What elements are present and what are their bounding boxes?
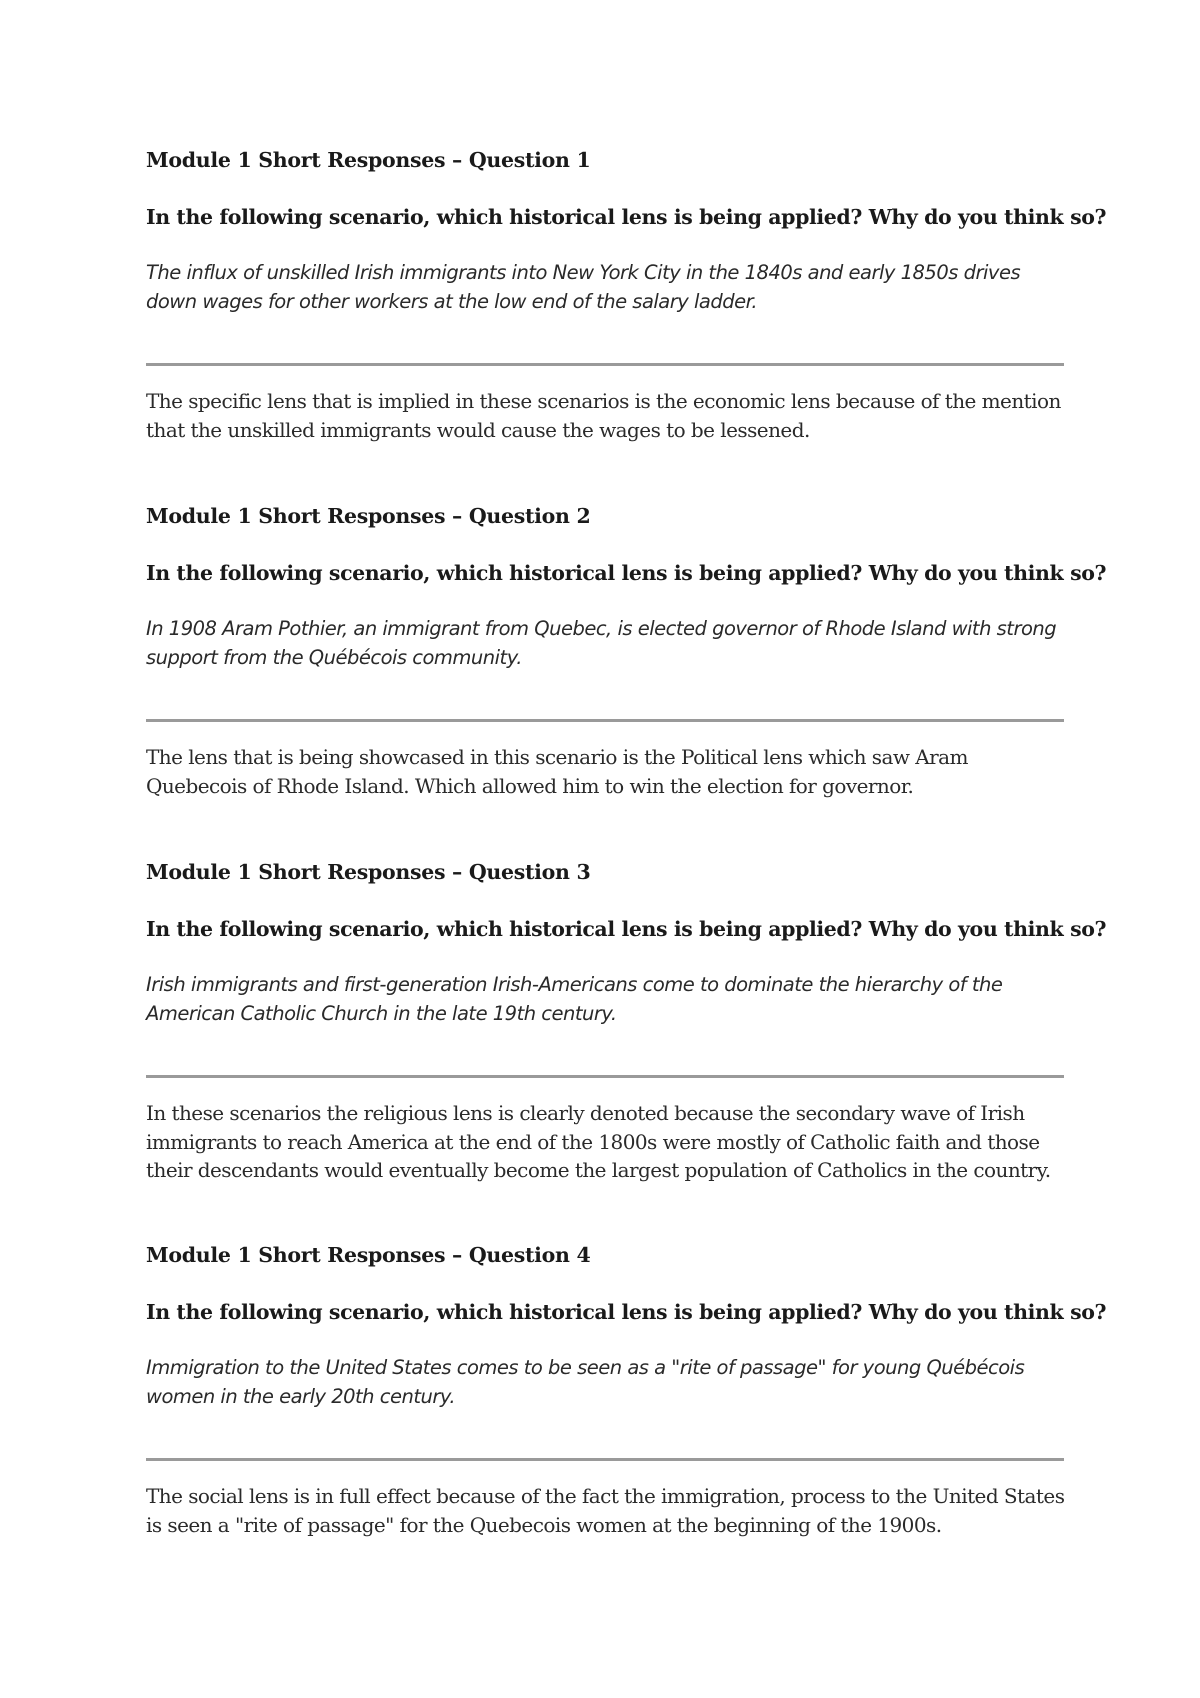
response-text: The specific lens that is implied in these scenarios is the economic lens because of the mention that the unskilled immigrants would cause the wages to be lessened. bbox=[146, 389, 1061, 442]
scenario-text: The influx of unskilled Irish immigrants into New York City in the 1840s and early 1850s drives down wages for other workers at the low end of the salary ladder. bbox=[146, 261, 1021, 313]
question-heading: Module 1 Short Responses – Question 1 bbox=[146, 148, 591, 172]
question-prompt: In the following scenario, which historical lens is being applied? Why do you think so? bbox=[146, 561, 1107, 585]
question-2-section bbox=[146, 502, 1107, 798]
response-text: The social lens is in full effect because of the fact the immigration, process to the United States is seen a "rite of passage" for the Quebecois women at the beginning of the 1900s. bbox=[146, 1484, 1065, 1537]
question-heading: Module 1 Short Responses – Question 4 bbox=[146, 1243, 591, 1267]
question-1-section bbox=[146, 146, 1107, 442]
question-prompt: In the following scenario, which historical lens is being applied? Why do you think so? bbox=[146, 917, 1107, 941]
scenario-text: Immigration to the United States comes to be seen as a "rite of passage" for young Québécois women in the early 20th century. bbox=[146, 1356, 1025, 1408]
scenario-text: In 1908 Aram Pothier, an immigrant from Quebec, is elected governor of Rhode Island with strong support from the Québécois community. bbox=[146, 617, 1057, 669]
divider bbox=[146, 1075, 1064, 1078]
question-heading: Module 1 Short Responses – Question 3 bbox=[146, 860, 591, 884]
question-prompt: In the following scenario, which historical lens is being applied? Why do you think so? bbox=[146, 205, 1107, 229]
question-4-section bbox=[146, 1241, 1107, 1537]
question-3-section bbox=[146, 858, 1107, 1182]
divider bbox=[146, 719, 1064, 722]
response-text: The lens that is being showcased in this scenario is the Political lens which saw Aram Quebecois of Rhode Island. Which allowed him to win the election for governor. bbox=[146, 745, 968, 798]
divider bbox=[146, 363, 1064, 366]
response-text: In these scenarios the religious lens is clearly denoted because the secondary wave of Irish immigrants to reach America at the end of the 1800s were mostly of Catholic faith and those their descendants would eventually become the largest population of Catholics in the country. bbox=[146, 1101, 1051, 1182]
divider bbox=[146, 1458, 1064, 1461]
question-prompt: In the following scenario, which historical lens is being applied? Why do you think so? bbox=[146, 1300, 1107, 1324]
question-heading: Module 1 Short Responses – Question 2 bbox=[146, 504, 591, 528]
scenario-text: Irish immigrants and first-generation Irish-Americans come to dominate the hierarchy of the American Catholic Church in the late 19th century. bbox=[146, 973, 1003, 1025]
